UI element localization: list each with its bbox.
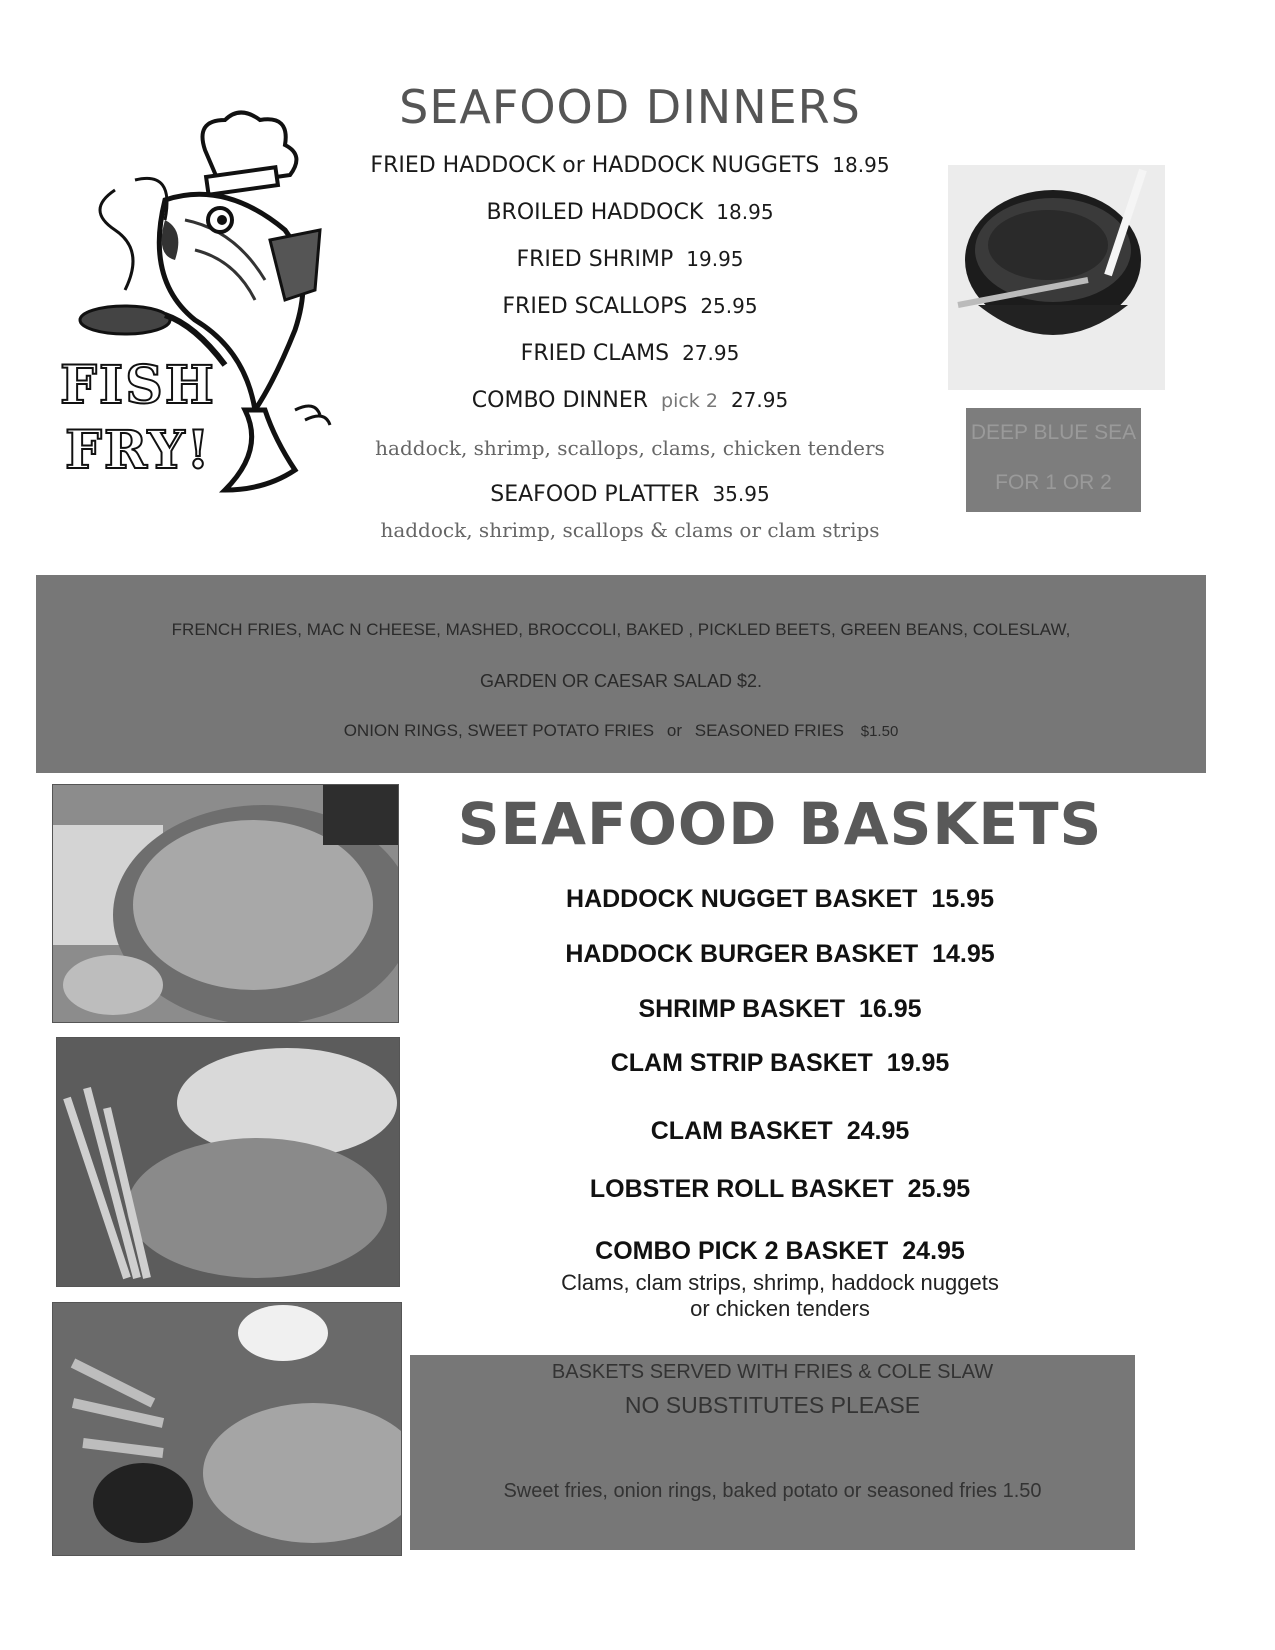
dinner-name: FRIED SHRIMP — [516, 247, 674, 272]
dinner-name: FRIED SCALLOPS — [502, 294, 688, 319]
dinner-price: 25.95 — [700, 294, 758, 318]
basket-name: CLAM BASKET — [650, 1117, 833, 1145]
basket-notes-band — [410, 1355, 1135, 1550]
dinner-note: pick 2 — [661, 390, 718, 412]
premium-sides-items: ONION RINGS, SWEET POTATO FRIES — [343, 721, 655, 740]
premium-sides-or: or — [666, 721, 683, 740]
sides-list: FRENCH FRIES, MAC N CHEESE, MASHED, BROCCOLI, BAKED , PICKLED BEETS, GREEN BEANS, COLESLAW, — [171, 620, 1071, 639]
dinner-item — [340, 294, 920, 319]
haddock-burger-photo — [56, 1037, 400, 1287]
premium-sides — [36, 721, 1206, 741]
dinner-item — [340, 341, 920, 366]
basket-name: COMBO PICK 2 BASKET — [595, 1237, 889, 1265]
basket-item — [420, 940, 1140, 969]
dinner-price: 35.95 — [712, 482, 770, 506]
dinner-item — [340, 247, 920, 272]
dinner-name: FRIED HADDOCK or HADDOCK NUGGETS — [370, 153, 820, 178]
baskets-title: SEAFOOD BASKETS — [457, 790, 1103, 858]
dinner-price: 18.95 — [832, 153, 890, 177]
dinner-item — [340, 153, 920, 178]
basket-price: 19.95 — [886, 1049, 950, 1077]
basket-item — [420, 1049, 1140, 1078]
dinner-item — [340, 388, 920, 413]
basket-price: 24.95 — [846, 1117, 910, 1145]
basket-item — [420, 995, 1140, 1024]
basket-item — [420, 1117, 1140, 1146]
dinner-name: SEAFOOD PLATTER — [490, 482, 700, 507]
basket-name: CLAM STRIP BASKET — [610, 1049, 873, 1077]
basket-price: 14.95 — [932, 940, 995, 968]
deep-blue-sea-box — [966, 408, 1141, 512]
dinner-name: BROILED HADDOCK — [486, 200, 704, 225]
fish-fry-logo — [55, 110, 345, 510]
basket-name: LOBSTER ROLL BASKET — [589, 1175, 894, 1203]
combo-basket-description-cont: or chicken tenders — [690, 1296, 870, 1321]
baskets-served-note: BASKETS SERVED WITH FRIES & COLE SLAW — [551, 1361, 994, 1383]
dinner-name: FRIED CLAMS — [520, 341, 670, 366]
platter-description: haddock, shrimp, scallops & clams or clam strips — [380, 518, 880, 542]
basket-item — [420, 1237, 1140, 1266]
sauce-bowl-photo — [948, 165, 1165, 390]
basket-name: HADDOCK NUGGET BASKET — [566, 885, 918, 913]
dinner-price: 19.95 — [686, 247, 744, 271]
premium-sides-price: $1.50 — [860, 723, 899, 740]
salad-upgrade: GARDEN OR CAESAR SALAD $2. — [479, 671, 763, 691]
dinner-price: 18.95 — [716, 200, 774, 224]
basket-item — [420, 885, 1140, 914]
basket-price: 16.95 — [858, 995, 922, 1023]
fried-seafood-photo — [52, 1302, 402, 1556]
basket-price: 15.95 — [931, 885, 994, 913]
combo-basket-description: Clams, clam strips, shrimp, haddock nuggets — [561, 1270, 999, 1295]
dinner-price: 27.95 — [730, 388, 789, 412]
dinners-title: SEAFOOD DINNERS — [399, 80, 861, 134]
clams-photo — [52, 784, 399, 1023]
logo-fry-text: FRY! — [65, 420, 212, 481]
premium-sides-last: SEASONED FRIES — [694, 721, 845, 740]
dinner-price: 27.95 — [682, 341, 740, 365]
basket-upgrades: Sweet fries, onion rings, baked potato or seasoned fries 1.50 — [503, 1480, 1042, 1502]
combo-dinner-description: haddock, shrimp, scallops, clams, chicken tenders — [375, 436, 885, 460]
basket-price: 24.95 — [902, 1237, 965, 1265]
logo-fish-text: FISH — [60, 355, 216, 416]
sides-band — [36, 575, 1206, 773]
basket-item — [420, 1175, 1140, 1204]
deep-blue-sea-title: DEEP BLUE SEA — [970, 421, 1137, 444]
dinner-item — [340, 482, 920, 507]
basket-name: HADDOCK BURGER BASKET — [565, 940, 919, 968]
deep-blue-sea-serves: FOR 1 OR 2 — [995, 471, 1112, 494]
dinner-name: COMBO DINNER — [471, 388, 649, 413]
dinner-item — [340, 200, 920, 225]
no-substitutes-note: NO SUBSTITUTES PLEASE — [624, 1392, 921, 1418]
basket-price: 25.95 — [907, 1175, 971, 1203]
basket-name: SHRIMP BASKET — [638, 995, 845, 1023]
